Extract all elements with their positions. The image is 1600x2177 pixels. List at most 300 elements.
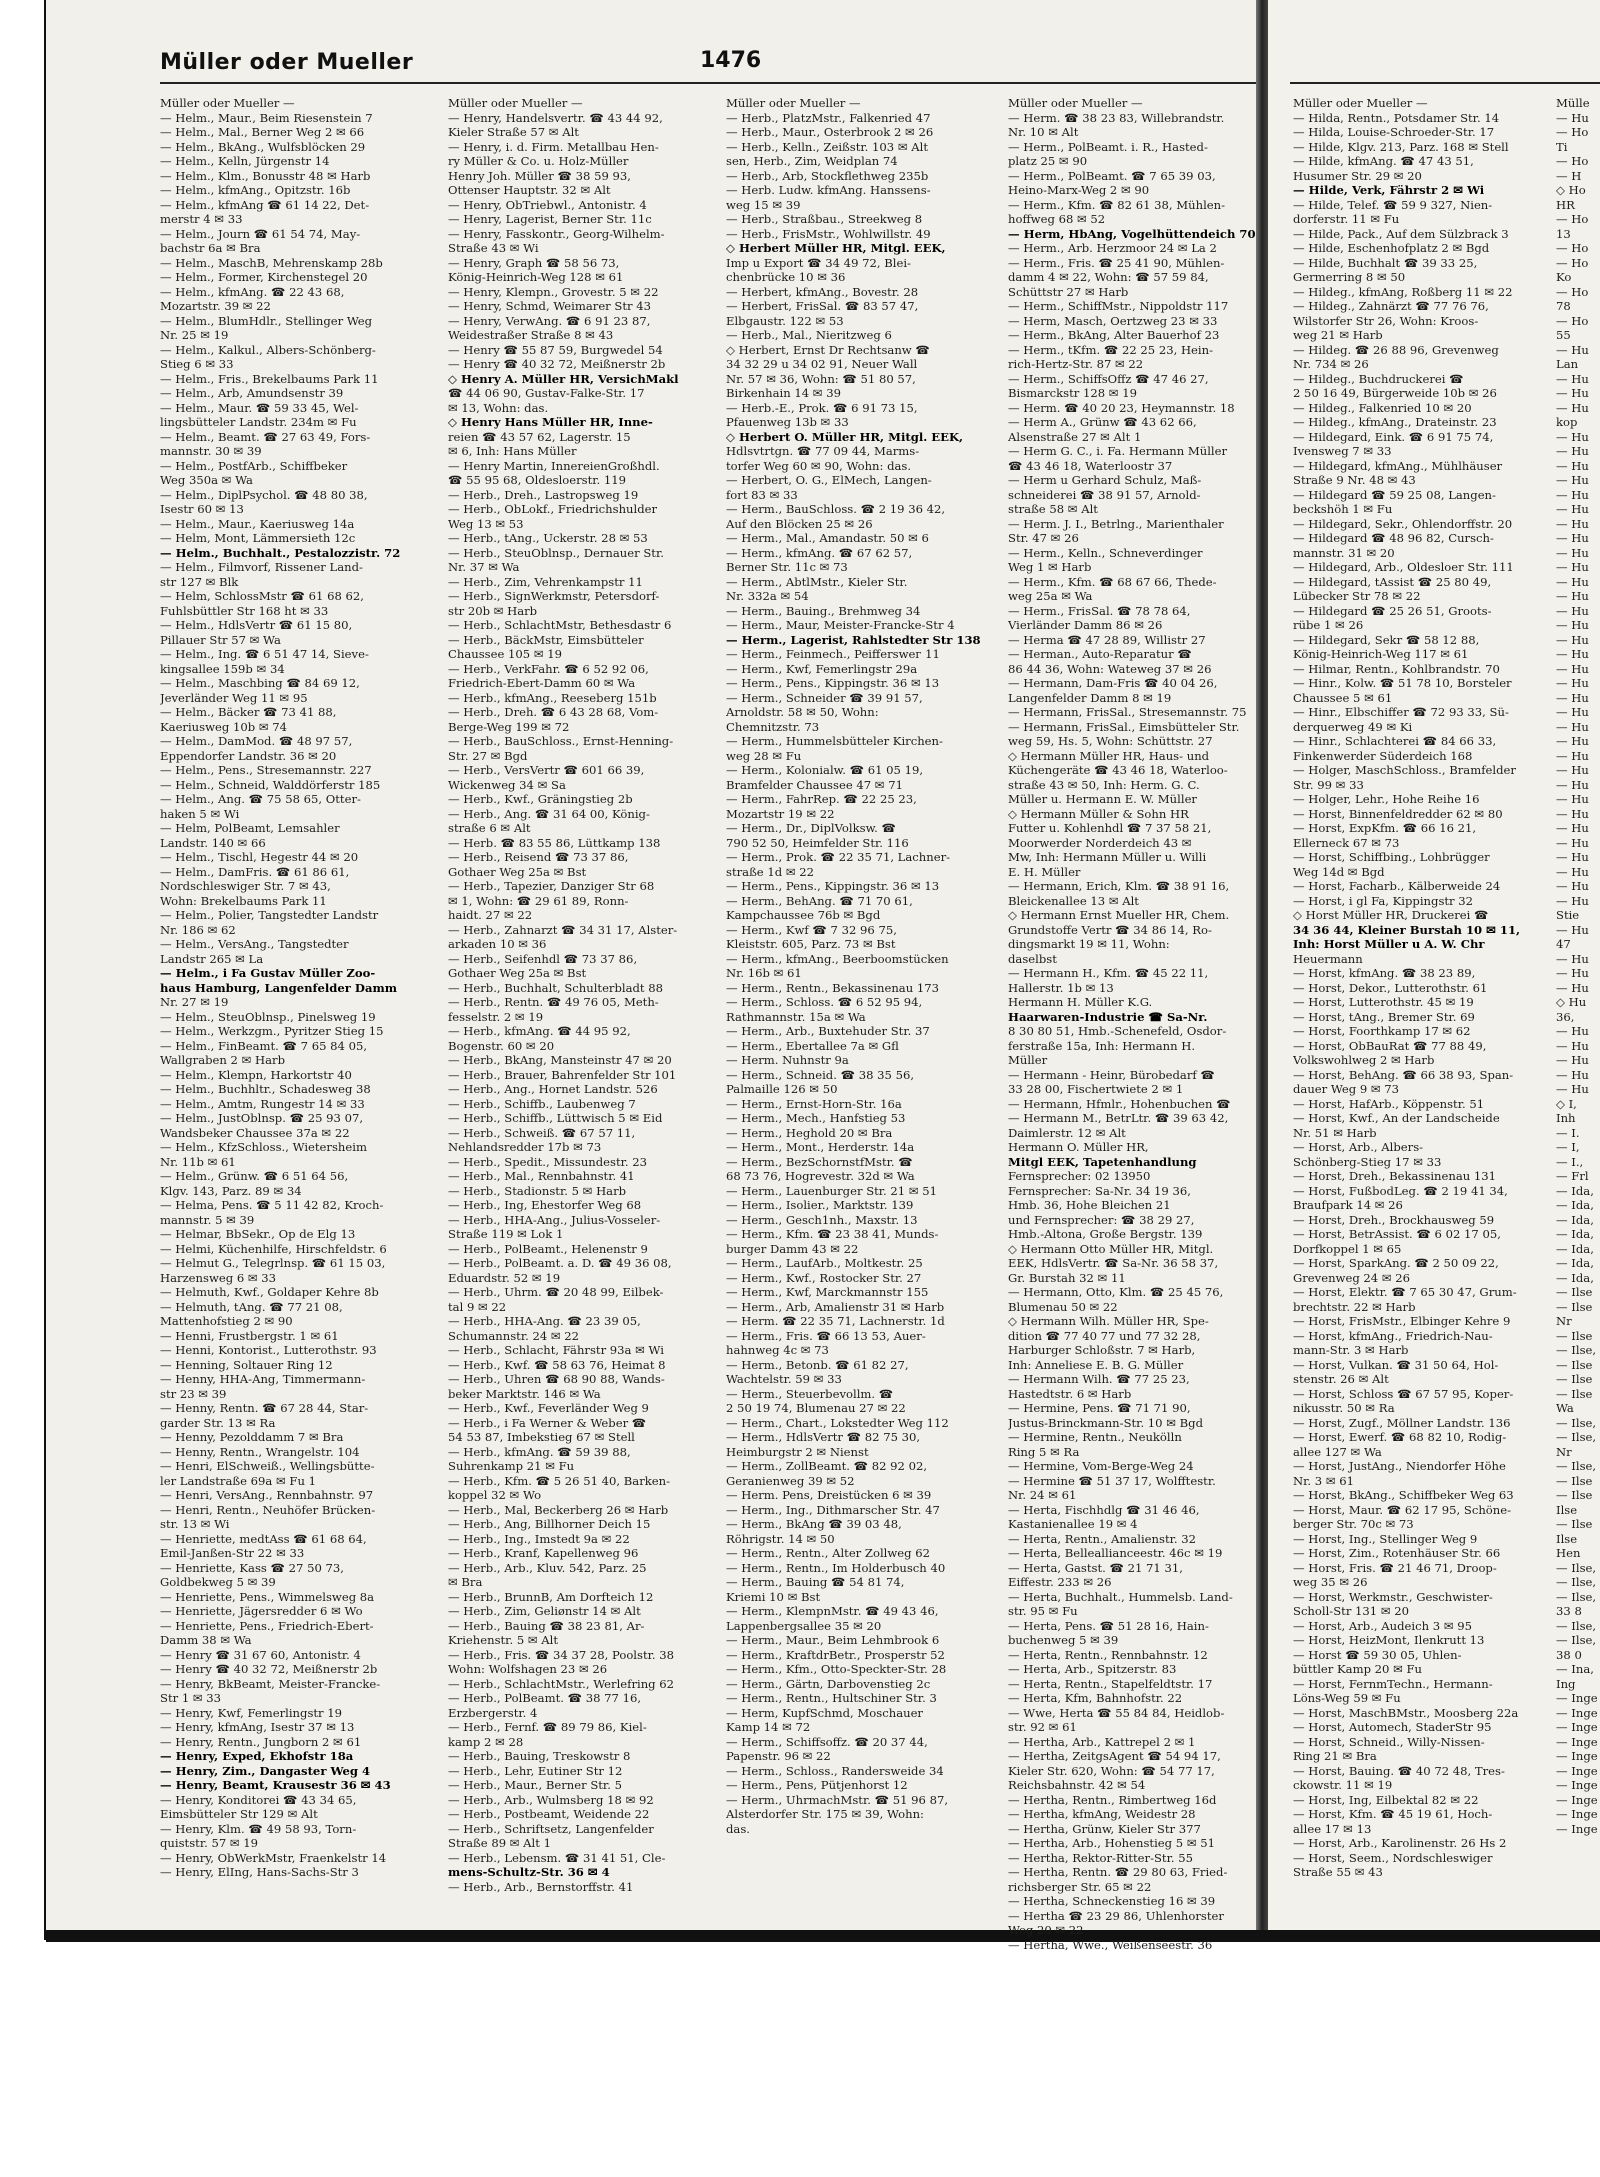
directory-entry-line: haidt. 27 ✉ 22: [448, 908, 533, 922]
directory-entry-line: — Herb., SchlachtMstr., Werlefring 62: [448, 1676, 675, 1691]
directory-entry-line: 2 50 16 49, Bürgerweide 10b ✉ 26: [1293, 386, 1497, 400]
directory-entry-line: — Horst, Arb., Karolinenstr. 26 Hs 2: [1293, 1836, 1507, 1850]
directory-entry-line: Reichsbahnstr. 42 ✉ 54: [1008, 1778, 1146, 1792]
directory-entry-line: — Helm., Tischl, Hegestr 44 ✉ 20: [160, 850, 359, 864]
directory-entry-line: — Henry, ElIng, Hans-Sachs-Str 3: [160, 1865, 359, 1879]
directory-entry-line: Finkenwerder Süderdeich 168: [1293, 748, 1473, 763]
directory-entry-line: — Herm., UhrmachMstr. ☎ 51 96 87,: [726, 1792, 949, 1807]
directory-entry-line: — Herb., Buchhalt, Schulterbladt 88: [448, 980, 664, 995]
directory-entry-line: — Ho: [1556, 255, 1589, 270]
directory-entry-line: — Hu: [1556, 589, 1589, 603]
directory-entry-line: — Herm., Chart., Lokstedter Weg 112: [726, 1415, 949, 1430]
directory-entry-line: — Herm, HbAng, Vogelhüttendeich 70: [1008, 226, 1256, 241]
directory-entry-line: Alsenstraße 27 ✉ Alt 1: [1008, 429, 1142, 444]
directory-entry-line: — Herbert, FrisSal. ☎ 83 57 47,: [726, 299, 919, 313]
directory-entry-line: Landstr. 140 ✉ 66: [160, 835, 266, 850]
directory-entry-line: — Ilse,: [1556, 1459, 1597, 1473]
directory-entry-line: — Hildeg., Zahnärzt ☎ 77 76 76,: [1293, 299, 1489, 313]
directory-entry-line: — Horst, Dreh., Bekassinenau 131: [1293, 1169, 1497, 1183]
directory-entry-line: Hermann H. Müller K.G.: [1008, 995, 1153, 1009]
directory-entry-line: — Henni, Frustbergstr. 1 ✉ 61: [160, 1328, 339, 1343]
directory-entry-line: — Herb.-E., Prok. ☎ 6 91 73 15,: [726, 400, 918, 415]
directory-entry-line: — Helm., Maur., Kaeriusweg 14a: [160, 516, 355, 531]
directory-entry-line: — Henry, Graph ☎ 58 56 73,: [448, 255, 620, 270]
directory-entry-line: — Henry, i. d. Firm. Metallbau Hen-: [448, 139, 659, 154]
directory-entry-line: Müller u. Hermann E. W. Müller: [1008, 792, 1197, 806]
directory-entry-line: Müller: [1008, 1053, 1048, 1067]
directory-entry-line: — Horst, Zim., Rotenhäuser Str. 66: [1293, 1546, 1501, 1560]
directory-entry-line: Harburger Schloßstr. 7 ✉ Harb,: [1008, 1343, 1196, 1357]
directory-entry-line: haus Hamburg, Langenfelder Damm: [160, 980, 397, 995]
directory-entry-line: — Horst, Seem., Nordschleswiger: [1293, 1850, 1493, 1865]
directory-entry-line: — Herb., SchlachtMstr, Bethesdastr 6: [448, 618, 672, 632]
directory-entry-line: — Hu: [1556, 821, 1589, 835]
directory-entry-line: Hastedtstr. 6 ✉ Harb: [1008, 1386, 1132, 1401]
directory-entry-line: Rathmannstr. 15a ✉ Wa: [726, 1009, 866, 1024]
directory-entry-line: — Helmuth, Kwf., Goldaper Kehre 8b: [160, 1285, 379, 1299]
directory-entry-line: — Herb., Seifenhdl ☎ 73 37 86,: [448, 951, 638, 966]
directory-entry-line: Weg 1 ✉ Harb: [1008, 560, 1092, 574]
directory-entry-line: — Horst, Arb., Albers-: [1293, 1140, 1424, 1154]
directory-entry-line: — Hu: [1556, 1024, 1589, 1038]
directory-entry-line: — Hu: [1556, 980, 1589, 995]
page-header-title: Müller oder Mueller: [160, 50, 414, 75]
directory-column-1: [160, 96, 438, 1880]
directory-entry-line: — I,: [1556, 1140, 1580, 1154]
directory-entry-line: — Herb., Postbeamt, Weidende 22: [448, 1807, 650, 1821]
directory-entry-line: Suhrenkamp 21 ✉ Fu: [448, 1459, 575, 1473]
directory-entry-line: — Herm., SchiffsOffz ☎ 47 46 27,: [1008, 371, 1209, 386]
directory-entry-line: — Inge: [1556, 1720, 1598, 1734]
directory-entry-line: — Hilde, kfmAng. ☎ 47 43 51,: [1293, 154, 1474, 168]
directory-entry-line: — Herm., Rentn., Bekassinenau 173: [726, 980, 939, 995]
directory-entry-line: Str 1 ✉ 33: [160, 1691, 222, 1705]
directory-entry-line: — Herb., Arb, Stockflethweg 235b: [726, 168, 929, 183]
directory-entry-line: — Herta, Gastst. ☎ 21 71 31,: [1008, 1560, 1183, 1575]
directory-entry-line: — Helm, SchlossMstr ☎ 61 68 62,: [160, 589, 364, 603]
directory-entry-line: kingsallee 159b ✉ 34: [160, 661, 285, 676]
directory-entry-line: — Ilse: [1556, 1386, 1593, 1401]
directory-entry-line: buchenweg 5 ✉ 39: [1008, 1633, 1119, 1647]
directory-entry-line: — Helm., Maur. ☎ 59 33 45, Wel-: [160, 400, 359, 415]
directory-entry-line: — Herb., Mal., Rennbahnstr. 41: [448, 1169, 635, 1183]
directory-entry-line: — Hu: [1556, 386, 1589, 400]
directory-entry-line: König-Heinrich-Weg 117 ✉ 61: [1293, 647, 1469, 661]
directory-entry-line: — Helma, Pens. ☎ 5 11 42 82, Kroch-: [160, 1198, 384, 1212]
directory-entry-line: Elbgaustr. 122 ✉ 53: [726, 313, 844, 328]
directory-entry-line: Grundstoffe Vertr ☎ 34 86 14, Ro-: [1008, 922, 1212, 937]
directory-entry-line: Heuermann: [1293, 951, 1363, 966]
directory-entry-line: — Herm., AbtlMstr., Kieler Str.: [726, 574, 908, 589]
directory-entry-line: — Hu: [1556, 574, 1589, 589]
directory-entry-line: — Herm G. C., i. Fa. Hermann Müller: [1008, 444, 1228, 458]
directory-entry-line: — Ilse: [1556, 1473, 1593, 1488]
directory-entry-line: — Horst, Dekor., Lutterothstr. 61: [1293, 980, 1488, 995]
directory-entry-line: 34 36 44, Kleiner Burstah 10 ✉ 11,: [1293, 922, 1521, 937]
directory-entry-line: Mozartstr 19 ✉ 22: [726, 806, 835, 821]
directory-entry-line: — Hu: [1556, 763, 1589, 777]
directory-entry-line: torfer Weg 60 ✉ 90, Wohn: das.: [726, 458, 912, 473]
directory-entry-line: — Hermann, FrisSal., Stresemannstr. 75: [1008, 705, 1247, 719]
directory-entry-line: — Hu: [1556, 458, 1589, 473]
directory-entry-line: Ilse: [1556, 1531, 1578, 1546]
directory-entry-line: — Hertha, kfmAng, Weidestr 28: [1008, 1807, 1196, 1821]
directory-entry-line: — Helmuth, tAng. ☎ 77 21 08,: [160, 1299, 343, 1314]
directory-entry-line: — Inge: [1556, 1763, 1598, 1778]
directory-entry-line: Nehlandsredder 17b ✉ 73: [448, 1140, 602, 1154]
directory-entry-line: — Helmi, Küchenhilfe, Hirschfeldstr. 6: [160, 1241, 387, 1256]
directory-entry-line: — Henry, kfmAng, Isestr 37 ✉ 13: [160, 1720, 355, 1734]
directory-entry-line: dorferstr. 11 ✉ Fu: [1293, 212, 1400, 226]
directory-entry-line: — Herm., Dr., DiplVolksw. ☎: [726, 821, 896, 835]
directory-entry-line: — Hilde, Verk, Fährstr 2 ✉ Wi: [1293, 183, 1485, 197]
directory-entry-line: — Hermann, Erich, Klm. ☎ 38 91 16,: [1008, 879, 1230, 893]
directory-entry-line: — Herm., Bauing., Brehmweg 34: [726, 603, 921, 618]
directory-entry-line: — Helm., Schneid, Walddörferstr 185: [160, 777, 381, 792]
directory-entry-line: — Herm. J. I., Betrlng., Marienthaler: [1008, 516, 1224, 531]
directory-entry-line: Küchengeräte ☎ 43 46 18, Waterloo-: [1008, 763, 1228, 777]
directory-entry-line: Mw, Inh: Hermann Müller u. Willi: [1008, 850, 1207, 864]
directory-entry-line: beckshöh 1 ✉ Fu: [1293, 502, 1393, 516]
directory-entry-line: — Ilse,: [1556, 1618, 1597, 1633]
directory-entry-line: — Herm., Kfm. ☎ 68 67 66, Thede-: [1008, 574, 1217, 589]
directory-entry-line: — Ida,: [1556, 1270, 1594, 1285]
directory-entry-line: mann-Str. 3 ✉ Harb: [1293, 1343, 1409, 1357]
directory-entry-line: — Horst, Werkmstr., Geschwister-: [1293, 1589, 1493, 1604]
directory-entry-line: — Herm., Lauenburger Str. 21 ✉ 51: [726, 1183, 938, 1198]
directory-entry-line: allee 127 ✉ Wa: [1293, 1444, 1382, 1459]
directory-entry-line: Nr. 25 ✉ 19: [160, 328, 229, 342]
directory-entry-line: — Horst, Kfm. ☎ 45 19 61, Hoch-: [1293, 1807, 1493, 1821]
directory-entry-line: mens-Schultz-Str. 36 ✉ 4: [448, 1865, 610, 1879]
directory-entry-line: — Ilse,: [1556, 1589, 1597, 1604]
directory-entry-line: Inh: Horst Müller u A. W. Chr: [1293, 937, 1485, 951]
directory-entry-line: ry Müller & Co. u. Holz-Müller: [448, 154, 629, 168]
directory-entry-line: — Helm., Pens., Stresemannstr. 227: [160, 763, 372, 777]
directory-entry-line: — Herb. ☎ 83 55 86, Lüttkamp 138: [448, 835, 661, 850]
directory-entry-line: — Henry, Konditorei ☎ 43 34 65,: [160, 1792, 357, 1807]
directory-entry-line: Klgv. 143, Parz. 89 ✉ 34: [160, 1183, 302, 1198]
directory-entry-line: 2 50 19 74, Blumenau 27 ✉ 22: [726, 1401, 906, 1415]
directory-entry-line: — Hu: [1556, 966, 1589, 980]
directory-entry-line: — Herm., BehAng. ☎ 71 70 61,: [726, 893, 913, 908]
directory-entry-line: — Horst, Foorthkamp 17 ✉ 62: [1293, 1024, 1471, 1038]
page-bottom-shadow: [46, 1930, 1600, 1942]
directory-entry-line: Haarwaren-Industrie ☎ Sa-Nr.: [1008, 1009, 1208, 1024]
directory-entry-line: — Hu: [1556, 777, 1589, 792]
directory-entry-line: — Hilde, Pack., Auf dem Sülzbrack 3: [1293, 226, 1509, 241]
directory-entry-line: — Herb., ObLokf., Friedrichshulder: [448, 502, 658, 516]
directory-entry-line: — Herb., Lebensm. ☎ 31 41 51, Cle-: [448, 1850, 666, 1865]
directory-entry-line: Löns-Weg 59 ✉ Fu: [1293, 1691, 1401, 1705]
directory-entry-line: Stieg 6 ✉ 33: [160, 357, 234, 371]
directory-entry-line: Hmb.-Altona, Große Bergstr. 139: [1008, 1227, 1203, 1241]
directory-entry-line: ckowstr. 11 ✉ 19: [1293, 1778, 1393, 1792]
directory-entry-line: — Frl: [1556, 1169, 1589, 1183]
directory-entry-line: — Herb., Schiffb., Laubenweg 7: [448, 1096, 636, 1111]
directory-entry-line: rübe 1 ✉ 26: [1293, 618, 1364, 632]
directory-entry-line: — Herb., SteuOblnsp., Dernauer Str.: [448, 545, 664, 560]
directory-entry-line: — Helm., Filmvorf, Rissener Land-: [160, 560, 363, 574]
directory-entry-line: — Henry, Beamt, Krausestr 36 ✉ 43: [160, 1778, 391, 1792]
directory-entry-line: — Henry, Klempn., Grovestr. 5 ✉ 22: [448, 284, 659, 299]
directory-entry-line: — Helm., DamMod. ☎ 48 97 57,: [160, 734, 353, 748]
directory-entry-line: 78: [1556, 299, 1571, 313]
directory-entry-line: Nr: [1556, 1444, 1572, 1459]
directory-entry-line: — Hertha, ZeitgsAgent ☎ 54 94 17,: [1008, 1749, 1221, 1763]
column-heading: Mülle: [1556, 96, 1590, 110]
directory-entry-line: Nr. 734 ✉ 26: [1293, 357, 1369, 371]
directory-entry-line: — Horst, Schloss ☎ 67 57 95, Koper-: [1293, 1386, 1514, 1401]
directory-entry-line: derquerweg 49 ✉ Ki: [1293, 719, 1413, 734]
directory-entry-line: 33 8: [1556, 1604, 1582, 1618]
directory-entry-line: str. 95 ✉ Fu: [1008, 1604, 1078, 1618]
directory-entry-line: Mattenhofstieg 2 ✉ 90: [160, 1314, 293, 1328]
directory-entry-line: hoffweg 68 ✉ 52: [1008, 212, 1106, 226]
directory-entry-line: E. H. Müller: [1008, 864, 1081, 879]
directory-entry-line: ☎ 43 46 18, Waterloostr 37: [1008, 458, 1173, 473]
directory-entry-line: Gr. Burstah 32 ✉ 11: [1008, 1270, 1126, 1285]
directory-entry-line: Erzbergerstr. 4: [448, 1705, 538, 1720]
directory-entry-line: Nr: [1556, 1314, 1572, 1328]
directory-entry-line: — Hermann, Hfmlr., Hohenbuchen ☎: [1008, 1096, 1231, 1111]
directory-entry-line: Eimsbütteler Str 129 ✉ Alt: [160, 1807, 318, 1821]
directory-entry-line: Straße 9 Nr. 48 ✉ 43: [1293, 473, 1416, 487]
directory-entry-line: — Hildegard, kfmAng., Mühlhäuser: [1293, 458, 1503, 473]
directory-entry-line: hahnweg 4c ✉ 73: [726, 1343, 829, 1357]
directory-entry-line: — Herm., Maur, Meister-Francke-Str 4: [726, 618, 955, 632]
directory-entry-line: — Herm., KraftdrBetr., Prosperstr 52: [726, 1647, 945, 1662]
directory-entry-line: — Helm., HdlsVertr ☎ 61 15 80,: [160, 618, 353, 632]
directory-entry-line: — Horst, Arb., Audeich 3 ✉ 95: [1293, 1618, 1472, 1633]
directory-entry-line: Husumer Str. 29 ✉ 20: [1293, 168, 1422, 183]
directory-entry-line: — Hertha, Rektor-Ritter-Str. 55: [1008, 1850, 1193, 1865]
directory-entry-line: Wickenweg 34 ✉ Sa: [448, 777, 566, 792]
directory-entry-line: — Herb., Ing., Imstedt 9a ✉ 22: [448, 1531, 630, 1546]
directory-entry-line: — Herm., BkAng, Alter Bauerhof 23: [1008, 328, 1220, 342]
directory-entry-line: — Helm., BlumHdlr., Stellinger Weg: [160, 313, 373, 328]
directory-entry-line: — Hu: [1556, 850, 1589, 864]
directory-entry-line: 33 28 00, Fischertwiete 2 ✉ 1: [1008, 1082, 1184, 1096]
directory-entry-line: — Hildegard, Eink. ☎ 6 91 75 74,: [1293, 429, 1494, 444]
directory-entry-line: — Herb., kfmAng., Reeseberg 151b: [448, 690, 657, 705]
directory-entry-line: 34 32 29 u 34 02 91, Neuer Wall: [726, 357, 918, 371]
directory-entry-line: Imp u Export ☎ 34 49 72, Blei-: [726, 255, 911, 270]
directory-entry-line: — Hu: [1556, 864, 1589, 879]
directory-entry-line: — Ho: [1556, 154, 1589, 168]
directory-entry-line: kop: [1556, 415, 1578, 429]
directory-entry-line: — Herm., Gärtn, Darbovenstieg 2c: [726, 1676, 931, 1691]
directory-entry-line: — Horst, kfmAng. ☎ 38 23 89,: [1293, 966, 1476, 980]
directory-entry-line: Straße 43 ✉ Wi: [448, 241, 539, 255]
directory-entry-line: — Herta, Rentn., Amalienstr. 32: [1008, 1531, 1196, 1546]
directory-entry-line: — Herb., BrunnB, Am Dorfteich 12: [448, 1589, 654, 1604]
directory-entry-line: — Horst, Fris. ☎ 21 46 71, Droop-: [1293, 1560, 1497, 1575]
directory-entry-line: — Hu: [1556, 1038, 1589, 1053]
directory-entry-line: — Horst, HafArb., Köppenstr. 51: [1293, 1096, 1485, 1111]
directory-entry-line: — Herm., Lagerist, Rahlstedter Str 138: [726, 632, 981, 647]
directory-entry-line: Lübecker Str 78 ✉ 22: [1293, 589, 1421, 603]
directory-entry-line: — Herm., Pens., Kippingstr. 36 ✉ 13: [726, 879, 940, 893]
directory-entry-line: — Herm., Rentn., Hultschiner Str. 3: [726, 1691, 937, 1705]
directory-entry-line: — Hu: [1556, 676, 1589, 690]
directory-entry-line: — Helmar, BbSekr., Op de Elg 13: [160, 1227, 356, 1241]
directory-entry-line: Mozartstr. 39 ✉ 22: [160, 299, 271, 313]
directory-entry-line: — Henriette, Kass ☎ 27 50 73,: [160, 1560, 344, 1575]
directory-entry-line: — Ilse,: [1556, 1560, 1597, 1575]
directory-entry-line: — Hertha, Arb., Kattrepel 2 ✉ 1: [1008, 1734, 1196, 1749]
directory-entry-line: Pfauenweg 13b ✉ 33: [726, 415, 849, 429]
directory-entry-line: — Henny, Pezolddamm 7 ✉ Bra: [160, 1430, 344, 1444]
directory-entry-line: — Horst, Bauing. ☎ 40 72 48, Tres-: [1293, 1763, 1505, 1778]
directory-entry-line: — Henry, VerwAng. ☎ 6 91 23 87,: [448, 313, 651, 328]
directory-entry-line: — Herm., Kfm. ☎ 23 38 41, Munds-: [726, 1227, 939, 1241]
directory-entry-line: — Helm, PolBeamt, Lemsahler: [160, 821, 340, 835]
directory-entry-line: Nr. 37 ✉ Wa: [448, 560, 520, 574]
directory-entry-line: — Herm., Bauing ☎ 54 81 74,: [726, 1575, 905, 1589]
directory-entry-line: Inh: [1556, 1111, 1576, 1125]
directory-entry-line: — Ida,: [1556, 1183, 1594, 1198]
directory-entry-line: straße 58 ✉ Alt: [1008, 502, 1098, 516]
directory-entry-line: str 20b ✉ Harb: [448, 603, 538, 618]
directory-entry-line: ✉ Bra: [448, 1575, 483, 1589]
directory-entry-line: — Ilse,: [1556, 1415, 1597, 1430]
directory-entry-line: — Ho: [1556, 284, 1589, 299]
directory-entry-line: damm 4 ✉ 22, Wohn: ☎ 57 59 84,: [1008, 270, 1209, 284]
directory-entry-line: — Inge: [1556, 1792, 1598, 1807]
directory-entry-line: Kriehenstr. 5 ✉ Alt: [448, 1633, 559, 1647]
directory-entry-line: str. 13 ✉ Wi: [160, 1517, 230, 1531]
directory-entry-line: — Hermann Wilh. ☎ 77 25 23,: [1008, 1372, 1190, 1386]
directory-entry-line: Ellerneck 67 ✉ 73: [1293, 835, 1400, 850]
directory-entry-line: — Horst, kfmAng., Friedrich-Nau-: [1293, 1328, 1493, 1343]
directory-entry-line: — Herm., Prok. ☎ 22 35 71, Lachner-: [726, 850, 951, 864]
directory-entry-line: — Helm., kfmAng ☎ 61 14 22, Det-: [160, 197, 370, 212]
directory-entry-line: — Helm., FinBeamt. ☎ 7 65 84 05,: [160, 1038, 368, 1053]
directory-entry-line: ler Landstraße 69a ✉ Fu 1: [160, 1473, 316, 1488]
directory-entry-line: — Hu: [1556, 951, 1589, 966]
directory-entry-line: brechtstr. 22 ✉ Harb: [1293, 1299, 1416, 1314]
directory-entry-line: — Ilse,: [1556, 1633, 1597, 1647]
directory-entry-line: Wandsbeker Chaussee 37a ✉ 22: [160, 1125, 350, 1140]
directory-entry-line: — Helm., Ing. ☎ 6 51 47 14, Sieve-: [160, 647, 369, 661]
directory-entry-line: — Herb., Bauing ☎ 38 23 81, Ar-: [448, 1618, 645, 1633]
directory-entry-line: ◇ Herbert, Ernst Dr Rechtsanw ☎: [726, 342, 930, 357]
directory-entry-line: Braufpark 14 ✉ 26: [1293, 1198, 1403, 1212]
directory-entry-line: — Hertha, Rentn., Rimbertweg 16d: [1008, 1792, 1217, 1807]
directory-column-4: [1008, 96, 1256, 1952]
directory-entry-line: arkaden 10 ✉ 36: [448, 937, 547, 951]
directory-entry-line: — Herb., PlatzMstr., Falkenried 47: [726, 110, 931, 125]
directory-entry-line: — Herta, Buchhalt., Hummelsb. Land-: [1008, 1589, 1233, 1604]
directory-entry-line: — Herb., Ang., Hornet Landstr. 526: [448, 1082, 658, 1096]
directory-entry-line: — Herm., Hummelsbütteler Kirchen-: [726, 734, 943, 748]
directory-entry-line: — Herta, Belleallianceestr. 46c ✉ 19: [1008, 1546, 1223, 1560]
directory-entry-line: — Herm., Kelln., Schneverdinger: [1008, 545, 1203, 560]
directory-entry-line: 55: [1556, 328, 1571, 342]
directory-entry-line: Papenstr. 96 ✉ 22: [726, 1749, 831, 1763]
directory-entry-line: — Hu: [1556, 516, 1589, 531]
directory-entry-line: — Ilse,: [1556, 1430, 1597, 1444]
directory-entry-line: — Helm., Werkzgm., Pyritzer Stieg 15: [160, 1024, 384, 1038]
directory-entry-line: stenstr. 26 ✉ Alt: [1293, 1372, 1389, 1386]
directory-entry-line: 68 73 76, Hogrevestr. 32d ✉ Wa: [726, 1169, 915, 1183]
directory-entry-line: weg 28 ✉ Fu: [726, 748, 802, 763]
directory-entry-line: — Herb., Uhren ☎ 68 90 88, Wands-: [448, 1372, 665, 1386]
directory-entry-line: — Herm. Pens, Dreistücken 6 ✉ 39: [726, 1488, 932, 1502]
directory-entry-line: Wallgraben 2 ✉ Harb: [160, 1053, 285, 1067]
directory-entry-line: — Herm. ☎ 22 35 71, Lachnerstr. 1d: [726, 1314, 945, 1328]
directory-entry-line: — Hermine, Vom-Berge-Weg 24: [1008, 1459, 1194, 1473]
directory-entry-line: Birkenhain 14 ✉ 39: [726, 386, 841, 400]
directory-entry-line: — Herb., i Fa Werner & Weber ☎: [448, 1415, 647, 1430]
directory-entry-line: 47: [1556, 937, 1571, 951]
directory-entry-line: — Hu: [1556, 893, 1589, 908]
directory-column-3: [726, 96, 1008, 1836]
directory-entry-line: — Henry, ObTriebwl., Antonistr. 4: [448, 197, 647, 212]
directory-entry-line: — Horst, JustAng., Niendorfer Höhe: [1293, 1459, 1506, 1473]
directory-entry-line: — Herm., Betonb. ☎ 61 82 27,: [726, 1357, 909, 1372]
directory-entry-line: Röhrigstr. 14 ✉ 50: [726, 1531, 835, 1546]
directory-entry-line: Ilse: [1556, 1502, 1578, 1517]
directory-entry-line: — Hildeg. ☎ 26 88 96, Grevenweg: [1293, 342, 1499, 357]
directory-entry-line: — Horst, Lutterothstr. 45 ✉ 19: [1293, 995, 1474, 1009]
directory-entry-line: — Herb., Schriftsetz, Langenfelder: [448, 1821, 654, 1836]
directory-entry-line: Nr. 27 ✉ 19: [160, 995, 229, 1009]
directory-entry-line: — Helm., Beamt. ☎ 27 63 49, Fors-: [160, 429, 371, 444]
directory-entry-line: — Helm., Journ ☎ 61 54 74, May-: [160, 226, 361, 241]
directory-entry-line: berger Str. 70c ✉ 73: [1293, 1517, 1414, 1531]
directory-entry-line: — Hu: [1556, 748, 1589, 763]
directory-entry-line: — Hertha, Schneckenstieg 16 ✉ 39: [1008, 1894, 1216, 1908]
directory-entry-line: ✉ 1, Wohn: ☎ 29 61 89, Ronn-: [448, 893, 629, 908]
directory-entry-line: garder Str. 13 ✉ Ra: [160, 1415, 276, 1430]
directory-entry-line: — Ilse: [1556, 1357, 1593, 1372]
directory-entry-line: richsberger Str. 65 ✉ 22: [1008, 1879, 1152, 1894]
directory-entry-line: — Helm., JustOblnsp. ☎ 25 93 07,: [160, 1111, 364, 1125]
directory-entry-line: — Hu: [1556, 719, 1589, 734]
directory-entry-line: ☎ 55 95 68, Oldesloerstr. 119: [448, 473, 627, 487]
directory-entry-line: — Hu: [1556, 618, 1589, 632]
directory-entry-line: Inh: Anneliese E. B. G. Müller: [1008, 1357, 1184, 1372]
directory-entry-line: bachstr 6a ✉ Bra: [160, 241, 261, 255]
directory-entry-line: — Holger, Lehr., Hohe Reihe 16: [1293, 792, 1480, 806]
directory-entry-line: ☎ 44 06 90, Gustav-Falke-Str. 17: [448, 386, 645, 400]
directory-entry-line: — Herm A., Grünw ☎ 43 62 66,: [1008, 415, 1197, 429]
directory-entry-line: — Herm., Schloss., Randersweide 34: [726, 1763, 944, 1778]
directory-entry-line: — Herm., Pens, Pütjenhorst 12: [726, 1778, 908, 1792]
directory-entry-line: — Helm., Kelln, Jürgenstr 14: [160, 154, 330, 168]
column-heading: Müller oder Mueller —: [160, 96, 295, 110]
directory-entry-line: — Herb., Kwf., Gräningstieg 2b: [448, 792, 633, 806]
directory-entry-line: — Inge: [1556, 1734, 1598, 1749]
directory-entry-line: — Horst, Ing, Eilbektal 82 ✉ 22: [1293, 1792, 1479, 1807]
directory-entry-line: — Hertha ☎ 23 29 86, Uhlenhorster: [1008, 1908, 1224, 1923]
directory-entry-line: Friedrich-Ebert-Damm 60 ✉ Wa: [448, 676, 636, 690]
directory-entry-line: — Hilde, Eschenhofplatz 2 ✉ Bgd: [1293, 241, 1490, 255]
directory-entry-line: — Herb., kfmAng. ☎ 44 95 92,: [448, 1024, 631, 1038]
directory-entry-line: — Henry, BkBeamt, Meister-Francke-: [160, 1676, 381, 1691]
directory-entry-line: — Horst, Kwf., An der Landscheide: [1293, 1111, 1500, 1125]
directory-entry-line: — Herm., FrisSal. ☎ 78 78 64,: [1008, 603, 1191, 618]
directory-entry-line: — Herm., Kwf, Marckmannstr 155: [726, 1285, 929, 1299]
directory-entry-line: — Herta, Arb., Spitzerstr. 83: [1008, 1662, 1177, 1676]
directory-entry-line: dingsmarkt 19 ✉ 11, Wohn:: [1008, 937, 1170, 951]
directory-entry-line: — Hu: [1556, 371, 1589, 386]
directory-entry-line: — Ida,: [1556, 1212, 1594, 1227]
directory-entry-line: — Henry ☎ 55 87 59, Burgwedel 54: [448, 342, 663, 357]
directory-entry-line: — Helm., Amtm, Rungestr 14 ✉ 33: [160, 1096, 365, 1111]
